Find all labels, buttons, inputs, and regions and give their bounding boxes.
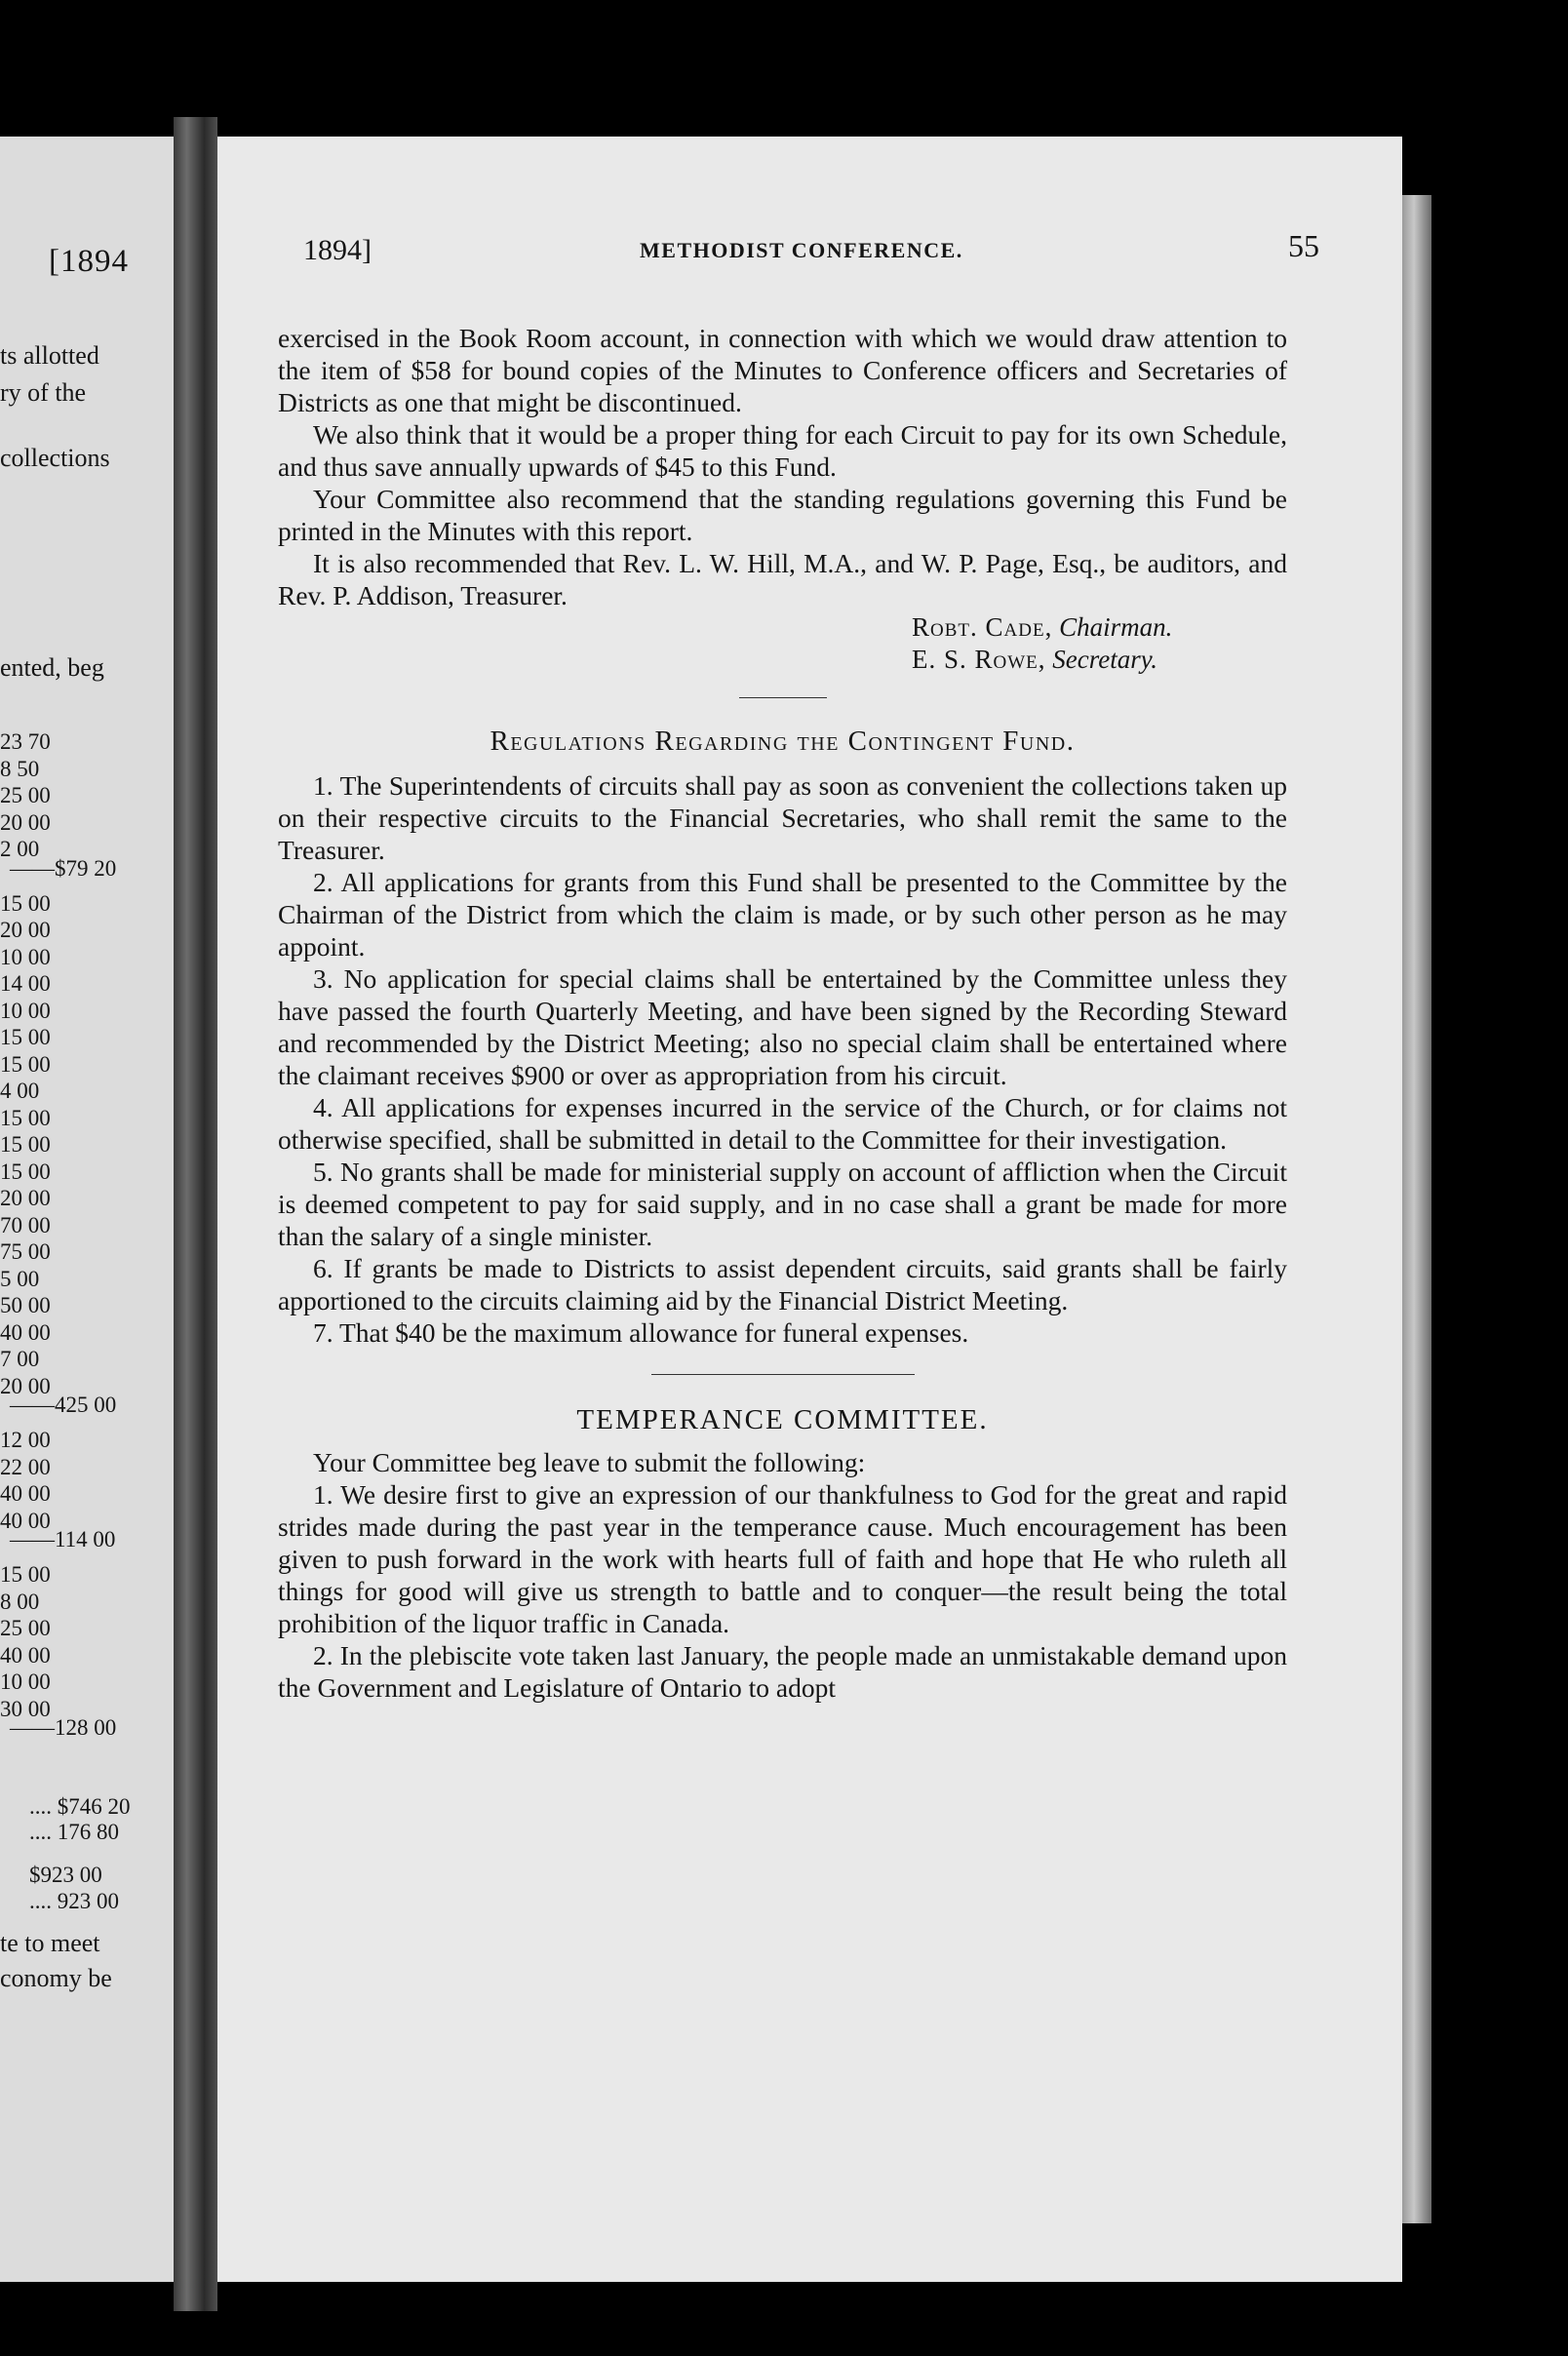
regulation-item: 6. If grants be made to Districts to assist dependent circuits, said grants shall be fairly apportioned to the circuits claiming aid by the Financial District Meeting. [278, 1253, 1287, 1315]
regulation-item: 3. No application for special claims shall be entertained by the Committee unless they have passed the fourth Quarterly Meeting, and have been signed by the Recording Steward and recommended by the District Meeting; also no special claim shall be entertained where the claimant receives $900 or over as appropriation from his circuit. [278, 963, 1287, 1090]
previous-page-amount: 75 00 [0, 1239, 51, 1264]
previous-page-amount: 70 00 [0, 1212, 51, 1237]
previous-page-amount: 50 00 [0, 1293, 51, 1317]
header-title: METHODIST CONFERENCE. [640, 238, 963, 262]
previous-page-total: $923 00 [29, 1863, 102, 1887]
previous-page-amount: 10 00 [0, 998, 51, 1023]
previous-page-amount: 5 00 [0, 1266, 40, 1291]
page-body [278, 322, 1287, 1704]
previous-page-total: .... 923 00 [29, 1889, 119, 1913]
temperance-intro: Your Committee beg leave to submit the following: [313, 1447, 866, 1477]
previous-page-amount: 15 00 [0, 1051, 51, 1077]
previous-page-header: [1894 [49, 244, 129, 279]
previous-page-amount: 15 00 [0, 1132, 51, 1157]
previous-page-amount: 7 00 [0, 1347, 40, 1371]
previous-page-amount: 30 00 [0, 1696, 51, 1721]
paragraph: It is also recommended that Rev. L. W. Hill, M.A., and W. P. Page, Esq., be auditors, and Rev. P. Addison, Treasurer. [278, 548, 1287, 610]
previous-page-line: conomy be [0, 1964, 112, 1992]
regulation-item: 5. No grants shall be made for ministerial supply on account of affliction when the Circuit is deemed competent to pay for said supply, and in no case shall a grant be made for more than the salary of a single minister. [278, 1157, 1287, 1251]
previous-page-subtotal: ——128 00 [10, 1715, 117, 1740]
previous-page-amount: 20 00 [0, 1186, 51, 1210]
section-divider [651, 1374, 915, 1375]
previous-page-amount: 15 00 [0, 1105, 51, 1130]
previous-page-amount: 8 00 [0, 1589, 40, 1614]
previous-page-amount: 40 00 [0, 1508, 51, 1533]
previous-page-amount: 15 00 [0, 890, 51, 916]
temperance-item: 2. In the plebiscite vote taken last January, the people made an unmistakable demand upon the Government and Legislature of Ontario to adopt [278, 1640, 1287, 1703]
signature-secretary [912, 644, 1287, 676]
signature-role: Chairman. [1059, 612, 1173, 642]
previous-page-total: .... $746 20 [29, 1794, 131, 1819]
page-edge [1402, 195, 1431, 2223]
regulations-heading: Regulations Regarding the Contingent Fund. [490, 726, 1076, 757]
regulation-item: 4. All applications for expenses incurred in the service of the Church, or for claims not otherwise specified, shall be submitted in detail to the Committee for their investigation. [278, 1092, 1287, 1155]
previous-page-subtotal: ——425 00 [10, 1393, 117, 1417]
previous-page-amount: 40 00 [0, 1642, 51, 1668]
previous-page-line: collections [0, 444, 110, 472]
page-number: 55 [1288, 228, 1319, 263]
header-year: 1894] [303, 234, 372, 266]
previous-page-line: te to meet [0, 1929, 100, 1957]
signature-role: Secretary. [1052, 645, 1157, 674]
previous-page-line: ry of the [0, 378, 87, 407]
previous-page-amount: 25 00 [0, 1616, 51, 1640]
previous-page-amount: 8 50 [0, 756, 40, 781]
previous-page-amount: 25 00 [0, 783, 51, 807]
previous-page-total: .... 176 80 [29, 1820, 119, 1844]
paragraph: exercised in the Book Room account, in connection with which we would draw attention to the item of $58 for bound copies of the Minutes to Conference officers and Secretaries of Districts as one that might be discontinued. [278, 323, 1287, 417]
previous-page-line: ts allotted [0, 341, 99, 370]
book-gutter [174, 117, 217, 2311]
previous-page-amount: 2 00 [0, 837, 40, 861]
running-header [264, 228, 1366, 273]
previous-page-amount: 23 70 [0, 729, 51, 754]
previous-page-amount: 22 00 [0, 1454, 51, 1479]
previous-page-amount: 20 00 [0, 1373, 51, 1398]
previous-page-amount: 20 00 [0, 918, 51, 942]
previous-page-amount: 15 00 [0, 1562, 51, 1587]
previous-page-subtotal: ——114 00 [10, 1527, 116, 1551]
previous-page-amount: 15 00 [0, 1025, 51, 1049]
regulation-item: 1. The Superintendents of circuits shall pay as soon as convenient the collections taken up on their respective circuits to the Financial Secretaries, who shall remit the same to the Treasurer. [278, 770, 1287, 865]
paragraph: Your Committee also recommend that the standing regulations governing this Fund be printed in the Minutes with this report. [278, 484, 1287, 546]
signature-name: Robt. Cade, [912, 612, 1053, 642]
paragraph: We also think that it would be a proper thing for each Circuit to pay for its own Schedule, and thus save annually upwards of $45 to this Fund. [278, 419, 1287, 482]
temperance-item: 1. We desire first to give an expression of our thankfulness to God for the great and rapid strides made during the past year in the temperance cause. Much encouragement has been given to push forward in the work with hearts full of faith and hope that He who ruleth all things for good will give us strength to battle and to conquer—the result being the total prohibition of the liquor traffic in Canada. [278, 1479, 1287, 1638]
previous-page-amount: 40 00 [0, 1481, 51, 1506]
regulation-item: 2. All applications for grants from this Fund shall be presented to the Committee by the Chairman of the District from which the claim is made, or by such other person as he may appoint. [278, 867, 1287, 962]
previous-page-amount: 10 00 [0, 1669, 51, 1694]
page-55 [217, 137, 1402, 2282]
signature-name: E. S. Rowe, [912, 645, 1046, 674]
previous-page-amount: 12 00 [0, 1428, 51, 1452]
signature-chairman [912, 611, 1287, 644]
previous-page-line: ented, beg [0, 653, 104, 682]
previous-page-strip [0, 137, 174, 2282]
previous-page-amount: 14 00 [0, 971, 51, 996]
previous-page-amount: 40 00 [0, 1319, 51, 1345]
previous-page-subtotal: ——$79 20 [10, 855, 117, 881]
temperance-heading: TEMPERANCE COMMITTEE. [576, 1404, 989, 1435]
previous-page-amount: 20 00 [0, 809, 51, 835]
regulation-item: 7. That $40 be the maximum allowance for funeral expenses. [313, 1317, 969, 1348]
previous-page-amount: 15 00 [0, 1158, 51, 1184]
previous-page-amount: 10 00 [0, 944, 51, 969]
section-divider [739, 697, 827, 698]
previous-page-amount: 4 00 [0, 1079, 40, 1103]
